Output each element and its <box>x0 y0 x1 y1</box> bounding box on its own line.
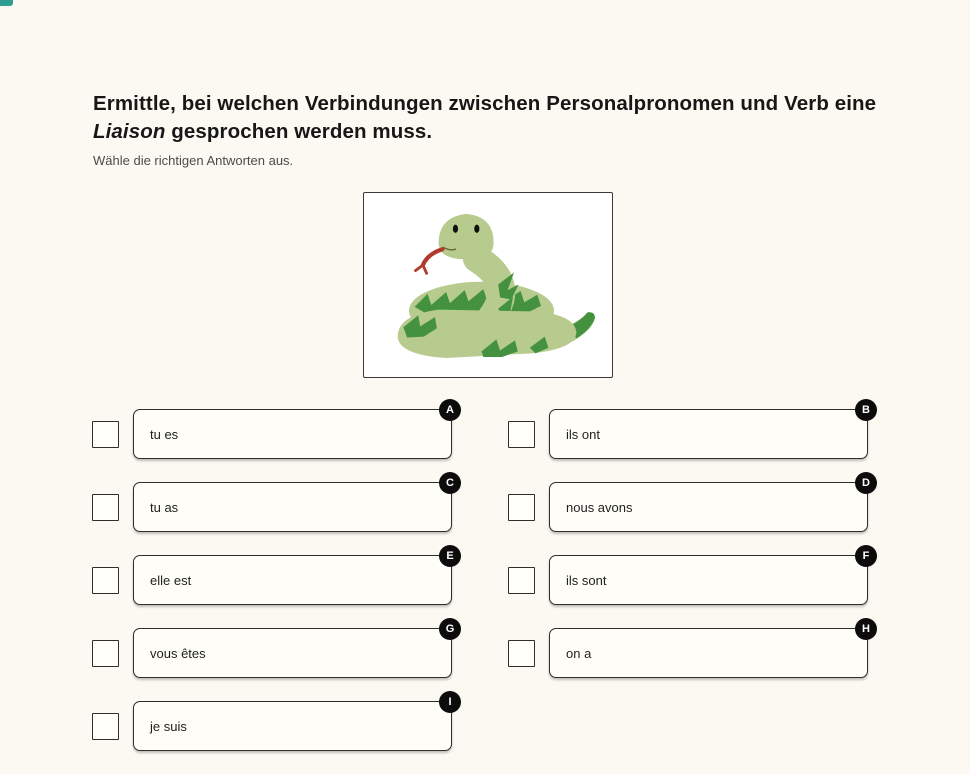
option-row-b <box>508 403 870 459</box>
answer-checkbox-g[interactable] <box>92 640 119 667</box>
option-label: tu as <box>150 499 179 515</box>
option-label: tu es <box>150 426 179 442</box>
option-letter-badge: I <box>439 691 461 713</box>
option-letter-badge: F <box>855 545 877 567</box>
title-line1: Ermittle, bei welchen Verbindungen zwischen Personalpronomen und <box>93 92 779 115</box>
option-letter-badge: A <box>439 399 461 421</box>
option-label: vous êtes <box>150 645 206 661</box>
exercise-image-frame <box>363 192 613 378</box>
answer-checkbox-h[interactable] <box>508 640 535 667</box>
answer-checkbox-b[interactable] <box>508 421 535 448</box>
answer-checkbox-e[interactable] <box>92 567 119 594</box>
title-line2-post: gesprochen werden muss. <box>171 120 433 143</box>
answer-checkbox-f[interactable] <box>508 567 535 594</box>
option-letter-badge: D <box>855 472 877 494</box>
answer-option-f[interactable] <box>549 549 870 605</box>
option-letter-badge: E <box>439 545 461 567</box>
option-row-h <box>508 622 870 678</box>
answer-checkbox-a[interactable] <box>92 421 119 448</box>
option-label: nous avons <box>566 499 633 515</box>
snake-illustration <box>371 199 605 371</box>
option-label: je suis <box>150 718 187 734</box>
options-column-right <box>508 403 870 701</box>
answer-option-h[interactable] <box>549 622 870 678</box>
answer-option-e[interactable] <box>133 549 454 605</box>
option-letter-badge: C <box>439 472 461 494</box>
teal-corner-mark <box>0 0 13 6</box>
option-row-i <box>92 695 452 751</box>
option-row-g <box>92 622 455 678</box>
option-label: on a <box>566 645 592 661</box>
answer-checkbox-d[interactable] <box>508 494 535 521</box>
option-row-d <box>508 476 870 532</box>
option-letter-badge: B <box>855 399 877 421</box>
option-label: ils sont <box>566 572 607 588</box>
title-italic-term: Liaison <box>93 120 166 143</box>
option-row-e <box>92 549 454 605</box>
option-row-c <box>92 476 454 532</box>
answer-option-c[interactable] <box>133 476 454 532</box>
page-title <box>93 90 903 146</box>
option-row-f <box>508 549 870 605</box>
title-line2-pre: Verb eine <box>784 92 877 115</box>
option-letter-badge: H <box>855 618 877 640</box>
options-column-left <box>92 403 455 774</box>
option-letter-badge: G <box>439 618 461 640</box>
option-label: ils ont <box>566 426 600 442</box>
option-row-a <box>92 403 454 459</box>
answer-checkbox-c[interactable] <box>92 494 119 521</box>
instruction-text: Wähle die richtigen Antworten aus. <box>93 153 294 168</box>
answer-option-i[interactable] <box>133 695 452 751</box>
answer-option-g[interactable] <box>133 622 455 678</box>
answer-checkbox-i[interactable] <box>92 713 119 740</box>
answer-option-a[interactable] <box>133 403 454 459</box>
option-label: elle est <box>150 572 192 588</box>
answer-option-d[interactable] <box>549 476 870 532</box>
answer-option-b[interactable] <box>549 403 870 459</box>
